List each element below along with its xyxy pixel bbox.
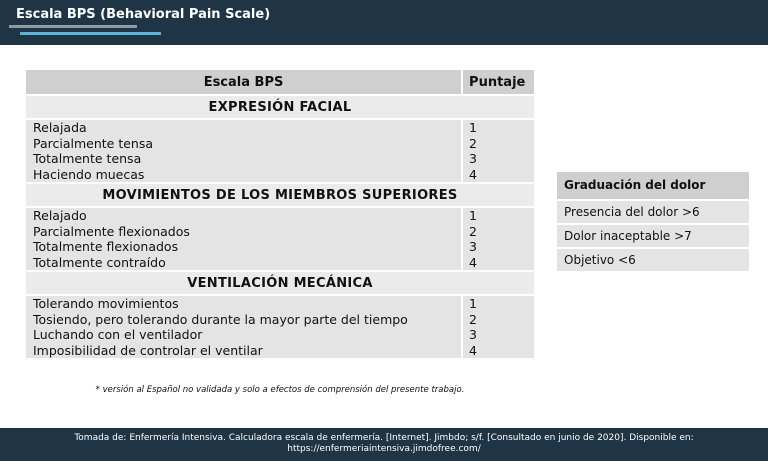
item-score: 3 <box>469 327 477 342</box>
item-score: 3 <box>469 239 477 254</box>
section-title: MOVIMIENTOS DE LOS MIEMBROS SUPERIORES <box>26 184 534 206</box>
item-label: Parcialmente flexionados <box>33 223 190 239</box>
item-label: Relajada <box>33 120 87 135</box>
item-labels <box>26 120 463 182</box>
title-underline-blue <box>20 32 161 35</box>
col-scale-header: Escala BPS <box>26 70 463 94</box>
pain-grading-table <box>557 172 749 273</box>
item-label: Totalmente tensa <box>33 151 142 166</box>
item-scores <box>463 296 534 358</box>
footer-url: https://enfermeriaintensiva.jimdofree.com/ <box>287 444 481 454</box>
item-score: 2 <box>469 223 477 239</box>
item-score: 2 <box>469 311 477 327</box>
item-scores <box>463 208 534 270</box>
item-label: Imposibilidad de controlar el ventilar <box>33 342 263 358</box>
section-mechanical-ventilation <box>26 272 534 294</box>
item-label: Luchando con el ventilador <box>33 327 203 342</box>
section-title: VENTILACIÓN MECÁNICA <box>26 272 534 294</box>
bps-table-header <box>26 70 534 94</box>
pain-grading-item: Objetivo <6 <box>557 249 749 271</box>
item-score: 1 <box>469 296 477 311</box>
item-score: 2 <box>469 135 477 151</box>
header-bar <box>0 0 768 45</box>
section-title: EXPRESIÓN FACIAL <box>26 96 534 118</box>
item-score: 4 <box>469 254 477 270</box>
translation-note: * versión al Español no validada y solo a efectos de comprensión del presente trabajo. <box>95 385 465 395</box>
pain-grading-item: Presencia del dolor >6 <box>557 201 749 223</box>
section-upper-limb-movements <box>26 184 534 206</box>
col-score-header: Puntaje <box>463 70 534 94</box>
pain-grading-header: Graduación del dolor <box>557 172 749 199</box>
item-score: 1 <box>469 208 477 223</box>
title-underline-gray <box>9 25 137 28</box>
item-scores <box>463 120 534 182</box>
item-label: Haciendo muecas <box>33 166 145 182</box>
item-score: 4 <box>469 166 477 182</box>
item-labels <box>26 208 463 270</box>
item-label: Parcialmente tensa <box>33 135 154 151</box>
item-label: Tosiendo, pero tolerando durante la mayor parte del tiempo <box>33 311 408 327</box>
bps-table <box>26 68 534 360</box>
pain-grading-item: Dolor inaceptable >7 <box>557 225 749 247</box>
item-labels <box>26 296 463 358</box>
item-label: Totalmente contraído <box>33 254 166 270</box>
section-upper-limb-movements-items <box>26 208 534 270</box>
item-label: Tolerando movimientos <box>33 296 179 311</box>
section-facial-expression <box>26 96 534 118</box>
item-score: 3 <box>469 151 477 166</box>
page-title: Escala BPS (Behavioral Pain Scale) <box>16 7 271 22</box>
section-mechanical-ventilation-items <box>26 296 534 358</box>
section-facial-expression-items <box>26 120 534 182</box>
footer-citation: Tomada de: Enfermería Intensiva. Calculadora escala de enfermería. [Internet]. Jimbdo; s/f. [Consultado en junio de 2020]. Disponible en: <box>74 433 694 443</box>
item-label: Relajado <box>33 208 87 223</box>
footer-bar <box>0 428 768 461</box>
item-score: 4 <box>469 342 477 358</box>
item-label: Totalmente flexionados <box>33 239 179 254</box>
item-score: 1 <box>469 120 477 135</box>
